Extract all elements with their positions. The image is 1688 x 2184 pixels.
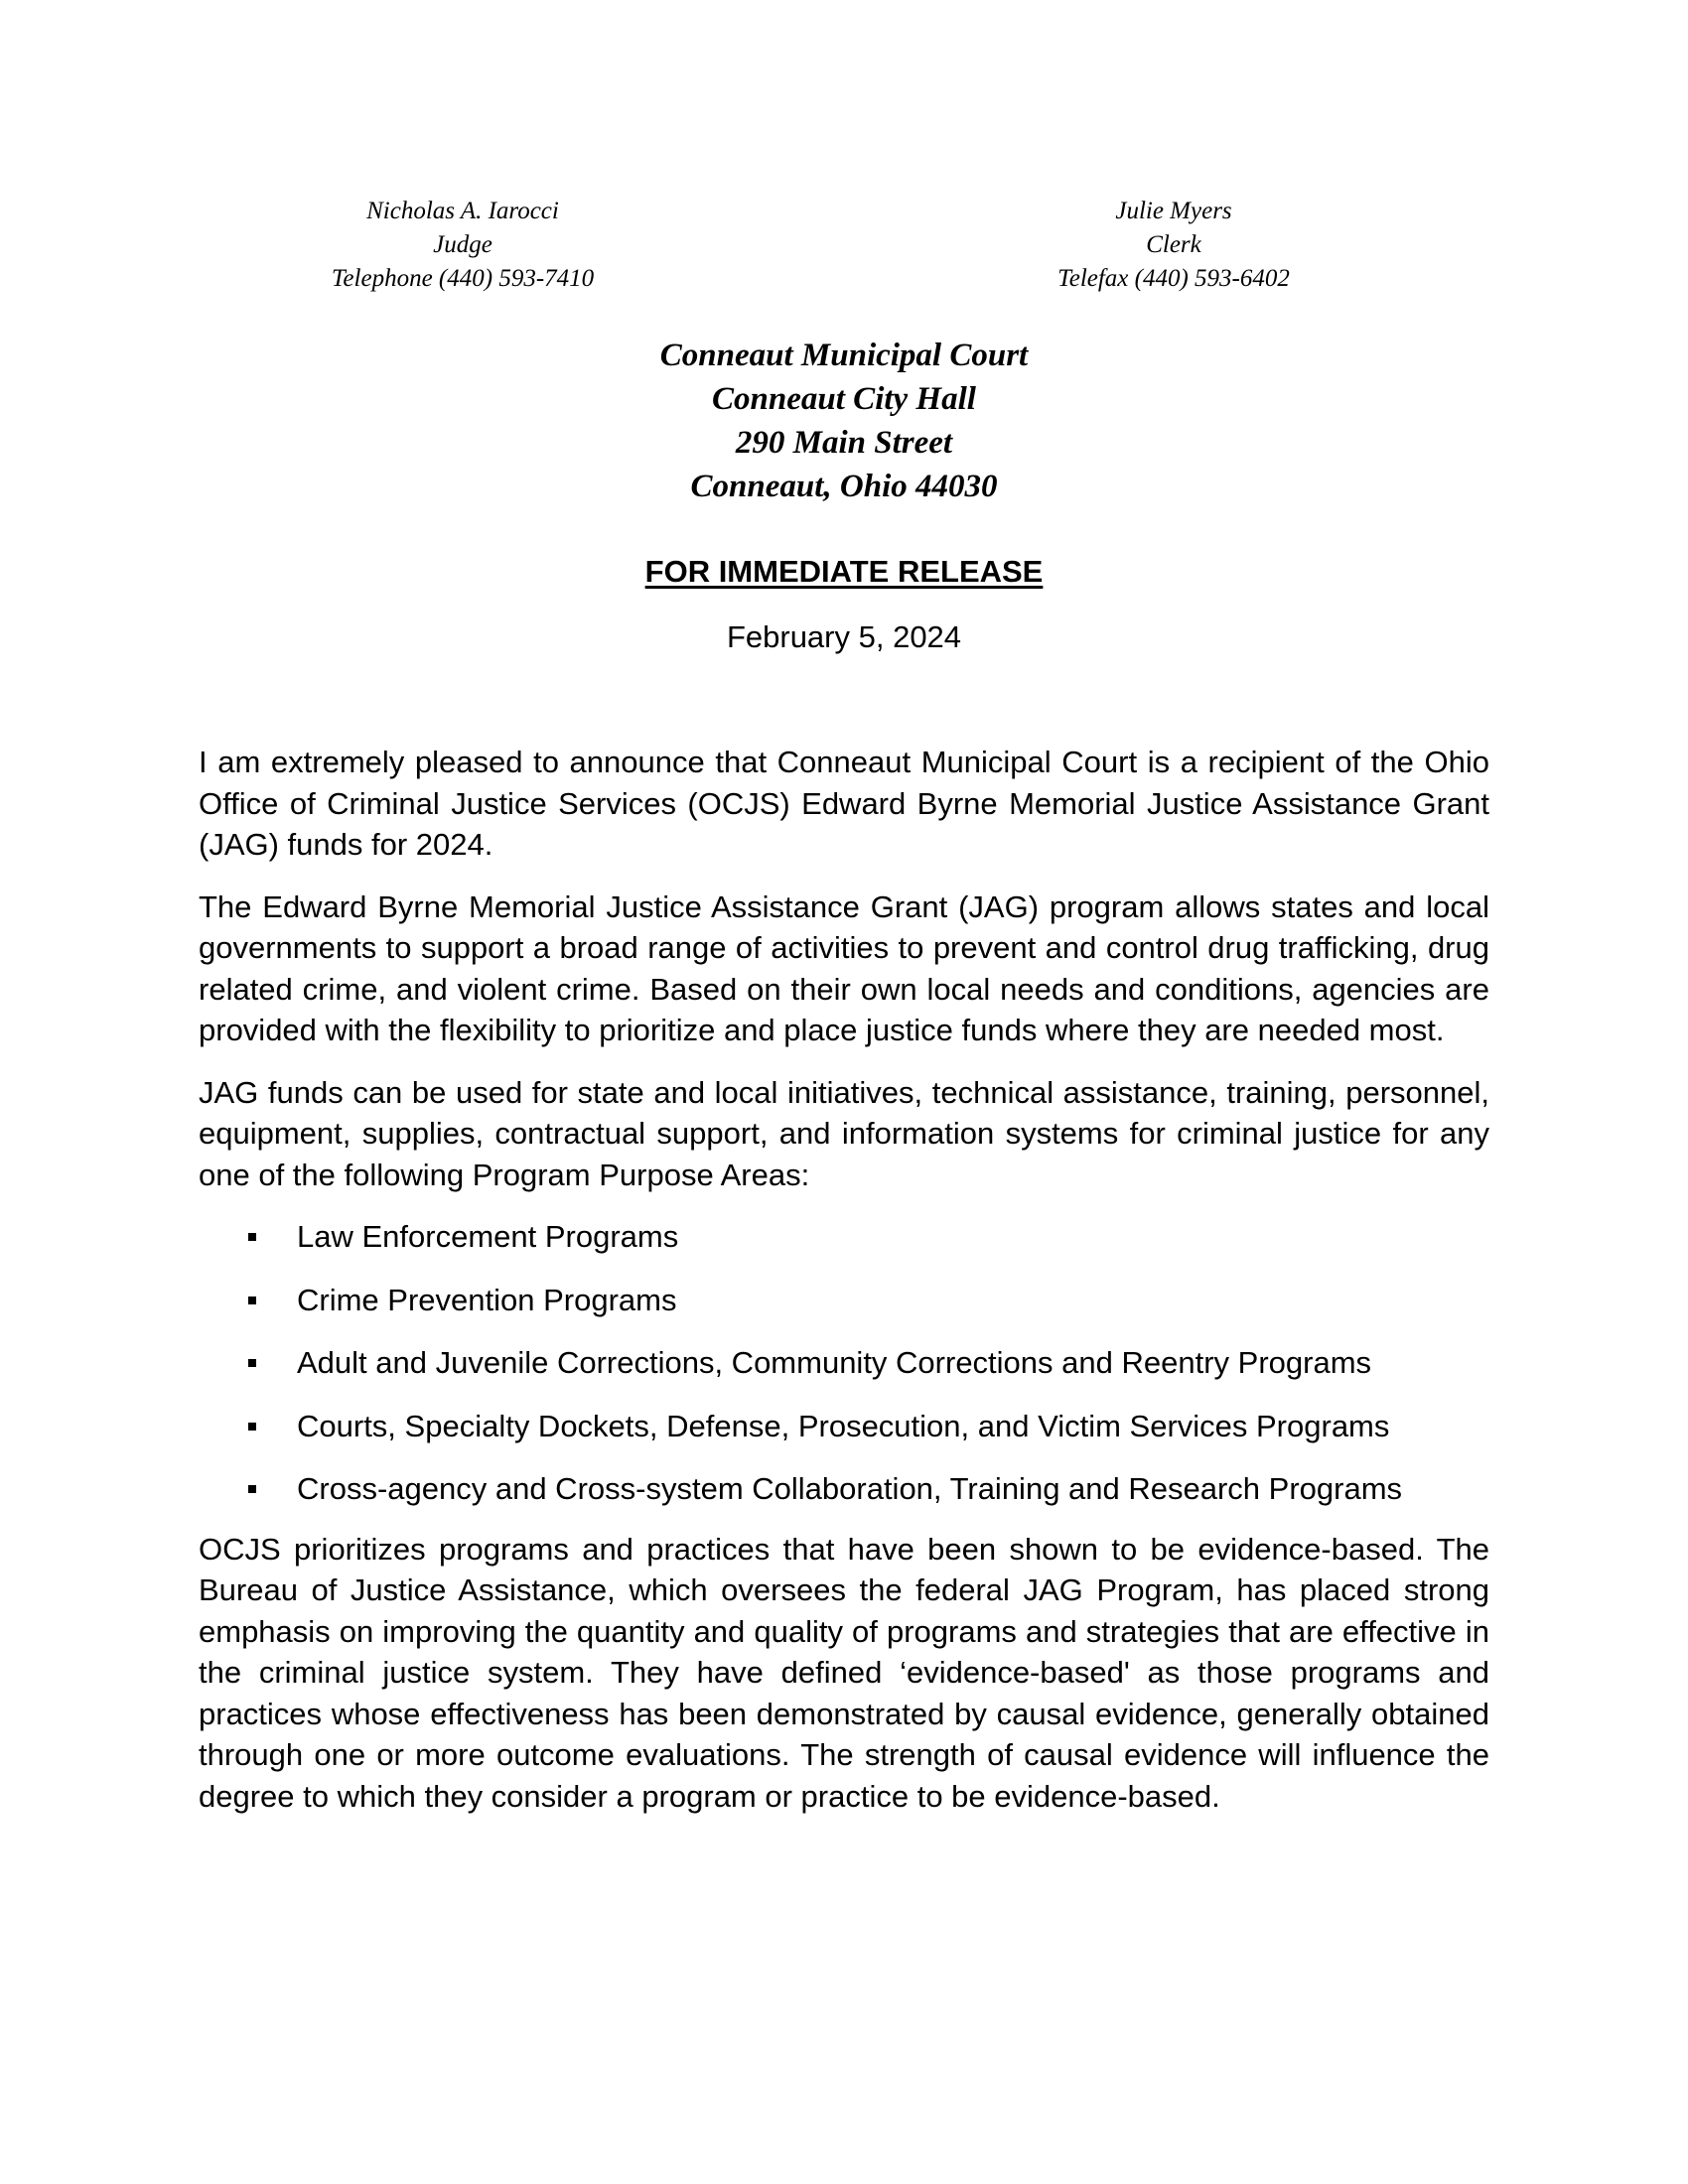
judge-title: Judge bbox=[433, 231, 492, 258]
court-street: 290 Main Street bbox=[735, 425, 953, 461]
list-item-text: Adult and Juvenile Corrections, Community Corrections and Reentry Programs bbox=[297, 1345, 1372, 1380]
clerk-telefax: Telefax (440) 593-6402 bbox=[1057, 265, 1290, 292]
court-address-block bbox=[447, 334, 1241, 508]
release-heading bbox=[447, 552, 1241, 592]
square-bullet-icon bbox=[248, 1233, 256, 1241]
list-item bbox=[199, 1342, 1489, 1384]
list-item bbox=[199, 1468, 1489, 1510]
court-city: Conneaut, Ohio 44030 bbox=[690, 469, 998, 504]
paragraph-jag-program: The Edward Byrne Memorial Justice Assistance Grant (JAG) program allows states and local governments to support a broad range of activities to prevent and control drug trafficking, drug related crime, and violent crime. Based on their own local needs and conditions, agencies are provided with the flexibility to prioritize and place justice funds where they are needed most. bbox=[199, 888, 1489, 1047]
list-item bbox=[199, 1406, 1489, 1447]
list-item-text: Courts, Specialty Dockets, Defense, Prosecution, and Victim Services Programs bbox=[297, 1408, 1390, 1443]
paragraph-evidence-based: OCJS prioritizes programs and practices that have been shown to be evidence-based. The Bureau of Justice Assistance, which oversees the federal JAG Program, has placed strong emphasis on improving the quantity and quality of programs and strategies that are effective in the criminal justice system. They have defined ‘evidence-based' as those programs and practices whose effectiveness has been demonstrated by causal evidence, generally obtained through one or more outcome evaluations. The strength of causal evidence will influence the degree to which they consider a program or practice to be evidence-based. bbox=[199, 1531, 1489, 1814]
program-purpose-list bbox=[199, 1216, 1489, 1510]
paragraph-announcement: I am extremely pleased to announce that Conneaut Municipal Court is a recipient of the Ohio Office of Criminal Justice Services (OCJS) Edward Byrne Memorial Justice Assistance Grant (JAG) funds for 2024. bbox=[199, 745, 1489, 862]
clerk-name: Julie Myers bbox=[1115, 198, 1232, 224]
list-item-text: Crime Prevention Programs bbox=[297, 1282, 677, 1317]
court-building: Conneaut City Hall bbox=[712, 381, 976, 417]
paragraph-jag-funds: JAG funds can be used for state and local initiatives, technical assistance, training, personnel, equipment, supplies, contractual support, and information systems for criminal justice for any one of the following Program Purpose Areas: bbox=[199, 1074, 1489, 1192]
clerk-title: Clerk bbox=[1146, 231, 1201, 258]
square-bullet-icon bbox=[248, 1359, 256, 1367]
clerk-letterhead bbox=[965, 195, 1382, 296]
square-bullet-icon bbox=[248, 1297, 256, 1304]
list-item bbox=[199, 1216, 1489, 1258]
release-heading-text: FOR IMMEDIATE RELEASE bbox=[644, 554, 1044, 589]
judge-name: Nicholas A. Iarocci bbox=[366, 198, 559, 224]
judge-letterhead bbox=[254, 195, 671, 296]
list-item bbox=[199, 1280, 1489, 1321]
judge-telephone: Telephone (440) 593-7410 bbox=[331, 265, 595, 292]
square-bullet-icon bbox=[248, 1485, 256, 1493]
court-name: Conneaut Municipal Court bbox=[659, 338, 1029, 373]
list-item-text: Law Enforcement Programs bbox=[297, 1219, 679, 1254]
list-item-text: Cross-agency and Cross-system Collaboration, Training and Research Programs bbox=[297, 1471, 1403, 1506]
square-bullet-icon bbox=[248, 1423, 256, 1431]
release-body bbox=[199, 742, 1489, 1838]
release-date: February 5, 2024 bbox=[726, 619, 962, 654]
